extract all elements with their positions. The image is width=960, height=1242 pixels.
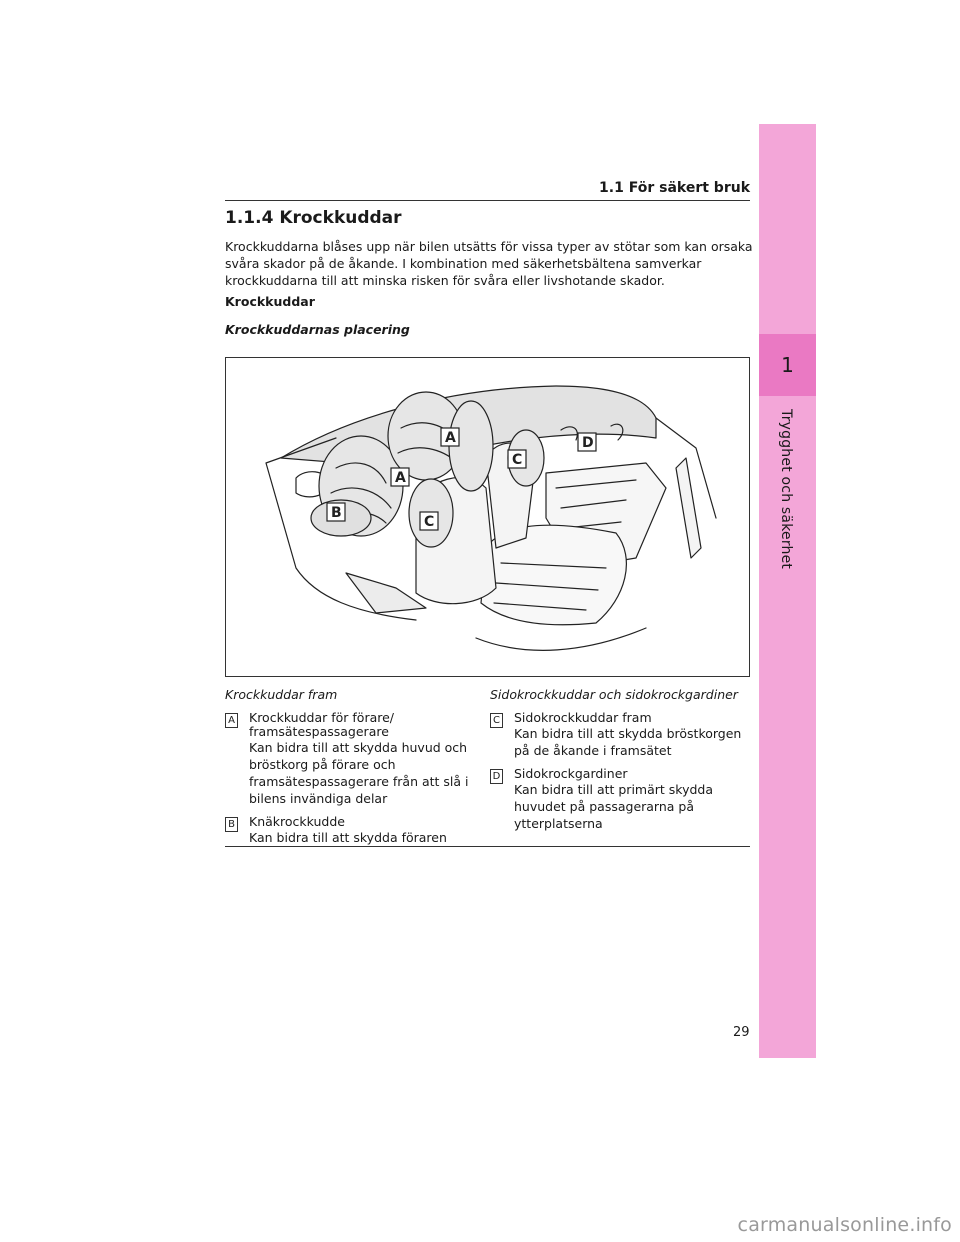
- legend-letter: B: [225, 817, 238, 832]
- legend-desc: Kan bidra till att primärt skydda huvudet på passagerarna på ytterplatserna: [514, 782, 714, 831]
- legend-item: [490, 711, 752, 759]
- header-rule: [225, 200, 750, 201]
- caption-front-airbags: [225, 686, 475, 854]
- figure-label-d: D: [582, 435, 594, 451]
- watermark: carmanualsonline.info: [737, 1214, 952, 1236]
- legend-name: Sidokrockkuddar fram: [514, 710, 652, 725]
- legend-letter: C: [490, 713, 503, 728]
- legend-item: [225, 711, 475, 807]
- figure-label-b: B: [331, 505, 342, 521]
- figure-label-c-2: C: [512, 452, 523, 468]
- page-title: 1.1.4 Krockkuddar: [225, 208, 402, 228]
- figure-label-a-2: A: [395, 470, 406, 486]
- legend-item: [490, 767, 752, 832]
- caption-title: Krockkuddar fram: [225, 687, 338, 702]
- intro-paragraph: Krockkuddarna blåses upp när bilen utsätts för vissa typer av stötar som kan orsaka svåra skador på de åkande. I kombination med säkerhetsbältena samverkar krockkuddarna till att minska risken för svåra eller livshotande skador.: [225, 239, 753, 288]
- legend-name: Sidokrockgardiner: [514, 766, 628, 781]
- legend-name: Knäkrockkudde: [249, 814, 345, 829]
- legend-desc: Kan bidra till att skydda huvud och bröstkorg på förare och framsätespassagerare från att slå i bilens invändiga delar: [249, 740, 469, 806]
- legend-letter: A: [225, 713, 238, 728]
- car-interior-drawing: [226, 358, 749, 676]
- chapter-label: Trygghet och säkerhet: [778, 409, 794, 570]
- legend-desc: Kan bidra till att skydda föraren: [249, 830, 447, 845]
- chapter-side-tab: [759, 124, 816, 1058]
- figure-label-a-1: A: [445, 430, 456, 446]
- figure-label-c-1: C: [424, 514, 435, 530]
- sub-heading-italic: Krockkuddarnas placering: [225, 322, 410, 337]
- legend-letter: D: [490, 769, 503, 784]
- airbag-illustration: [225, 357, 750, 677]
- legend-desc: Kan bidra till att skydda bröstkorgen på de åkande i framsätet: [514, 726, 742, 758]
- caption-side-airbags: [490, 686, 752, 840]
- legend-name: Krockkuddar för förare/ framsätespassagerare: [249, 710, 395, 739]
- sub-heading: Krockkuddar: [225, 294, 315, 309]
- footer-rule: [225, 846, 750, 847]
- legend-item: [225, 815, 475, 846]
- page-number: 29: [733, 1025, 750, 1040]
- section-header: 1.1 För säkert bruk: [599, 180, 750, 196]
- caption-title: Sidokrockkuddar och sidokrockgardiner: [490, 687, 738, 702]
- chapter-number: 1: [759, 334, 816, 396]
